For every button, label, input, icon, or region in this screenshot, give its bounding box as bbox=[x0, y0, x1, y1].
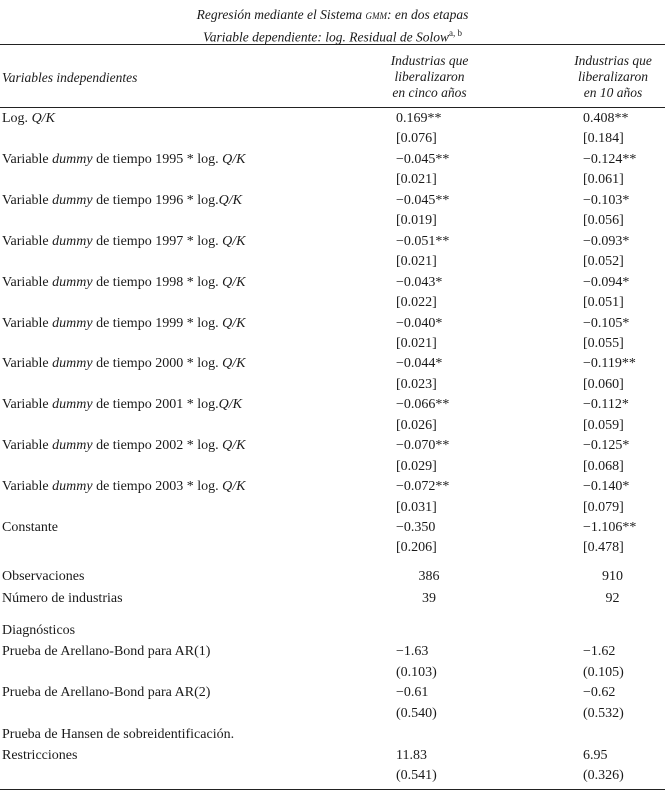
value-five-years: [0.029] bbox=[396, 458, 437, 474]
diagnostic-ten-years: (0.532) bbox=[583, 706, 624, 722]
diagnostic-label: Prueba de Hansen de sobreidentificación. bbox=[2, 726, 235, 742]
value-ten-years: −0.112* bbox=[583, 397, 629, 413]
value-five-years: [0.021] bbox=[396, 254, 437, 270]
stat-five-years: 39 bbox=[422, 591, 436, 606]
value-ten-years: −0.094* bbox=[583, 274, 630, 290]
value-ten-years: −0.093* bbox=[583, 233, 630, 249]
diagnostic-row bbox=[0, 663, 665, 683]
diagnostic-ten-years: −1.62 bbox=[583, 644, 616, 659]
row-label: Log. Q/K bbox=[2, 111, 55, 126]
value-ten-years: [0.055] bbox=[583, 335, 624, 351]
stat-label: Observaciones bbox=[2, 569, 85, 584]
row-label: Constante bbox=[2, 520, 58, 535]
value-five-years: −0.072** bbox=[396, 479, 450, 495]
std-error-row bbox=[0, 211, 665, 231]
value-ten-years: [0.068] bbox=[583, 458, 624, 474]
value-ten-years: [0.060] bbox=[583, 376, 624, 392]
row-label: Variable dummy de tiempo 2002 * log. Q/K bbox=[2, 438, 246, 454]
row-label: Variable dummy de tiempo 1997 * log. Q/K bbox=[2, 233, 246, 249]
row-label: Variable dummy de tiempo 1999 * log. Q/K bbox=[2, 315, 246, 331]
value-five-years: [0.019] bbox=[396, 213, 437, 229]
diagnostic-label: Prueba de Arellano-Bond para AR(2) bbox=[2, 685, 211, 701]
std-error-row bbox=[0, 252, 665, 272]
value-five-years: −0.070** bbox=[396, 438, 450, 454]
top-rule bbox=[0, 44, 665, 45]
diagnostic-five-years: 11.83 bbox=[396, 747, 427, 763]
coefficient-row bbox=[0, 314, 665, 334]
diagnostic-label: Prueba de Arellano-Bond para AR(1) bbox=[2, 644, 211, 659]
header-independent-variables: Variables independientes bbox=[2, 70, 138, 85]
diagnostic-five-years: (0.541) bbox=[396, 768, 437, 784]
diagnostics-label: Diagnósticos bbox=[2, 623, 76, 638]
stat-ten-years: 910 bbox=[602, 569, 623, 584]
bottom-rule bbox=[0, 789, 665, 790]
row-label: Variable dummy de tiempo 1996 * log.Q/K bbox=[2, 192, 242, 208]
value-five-years: −0.044* bbox=[396, 356, 443, 372]
value-ten-years: [0.061] bbox=[583, 172, 624, 188]
std-error-row bbox=[0, 457, 665, 477]
value-five-years: [0.026] bbox=[396, 417, 437, 433]
stat-row bbox=[0, 567, 665, 587]
value-ten-years: −0.140* bbox=[583, 479, 630, 495]
diagnostic-five-years: −0.61 bbox=[396, 685, 429, 701]
diagnostic-label: Restricciones bbox=[2, 747, 78, 763]
stat-row bbox=[0, 589, 665, 609]
value-five-years: [0.031] bbox=[396, 499, 437, 515]
row-label: Variable dummy de tiempo 2000 * log. Q/K bbox=[2, 356, 246, 372]
value-ten-years: [0.478] bbox=[583, 540, 624, 556]
caption-line-1: Regresión mediante el Sistema gmm: en dos etapas bbox=[196, 7, 469, 22]
value-ten-years: [0.184] bbox=[583, 131, 624, 147]
std-error-row bbox=[0, 538, 665, 558]
value-five-years: −0.045** bbox=[396, 192, 450, 208]
value-ten-years: −0.103* bbox=[583, 192, 630, 208]
coefficient-row bbox=[0, 395, 665, 415]
diagnostics-title bbox=[0, 621, 665, 641]
coefficient-row bbox=[0, 191, 665, 211]
std-error-row bbox=[0, 129, 665, 149]
diagnostic-row bbox=[0, 642, 665, 662]
coefficient-row bbox=[0, 232, 665, 252]
value-five-years: [0.023] bbox=[396, 376, 437, 392]
coefficient-row bbox=[0, 150, 665, 170]
row-label: Variable dummy de tiempo 1998 * log. Q/K bbox=[2, 274, 246, 290]
value-five-years: −0.066** bbox=[396, 397, 450, 413]
diagnostic-five-years: (0.103) bbox=[396, 664, 437, 680]
row-label: Variable dummy de tiempo 2003 * log. Q/K bbox=[2, 479, 246, 495]
std-error-row bbox=[0, 334, 665, 354]
std-error-row bbox=[0, 375, 665, 395]
diagnostic-row bbox=[0, 725, 665, 745]
value-ten-years: 0.408** bbox=[583, 111, 629, 126]
value-ten-years: [0.059] bbox=[583, 417, 624, 433]
stat-five-years: 386 bbox=[418, 569, 440, 584]
row-label: Variable dummy de tiempo 1995 * log. Q/K bbox=[2, 151, 246, 167]
value-ten-years: −0.105* bbox=[583, 315, 630, 331]
coefficient-row bbox=[0, 109, 665, 129]
diagnostic-five-years: (0.540) bbox=[396, 706, 437, 722]
diagnostic-ten-years: (0.326) bbox=[583, 768, 624, 784]
value-ten-years: [0.052] bbox=[583, 254, 624, 270]
row-label: Variable dummy de tiempo 2001 * log.Q/K bbox=[2, 397, 242, 413]
diagnostic-row bbox=[0, 704, 665, 724]
value-five-years: [0.076] bbox=[396, 131, 437, 147]
header-five-years: Industrias que liberalizaron en cinco años bbox=[390, 53, 469, 100]
value-five-years: −0.045** bbox=[396, 151, 450, 167]
value-ten-years: [0.051] bbox=[583, 295, 624, 311]
std-error-row bbox=[0, 416, 665, 436]
diagnostic-ten-years: −0.62 bbox=[583, 685, 616, 701]
header-ten-years: Industrias que liberalizaron en 10 años bbox=[574, 53, 652, 100]
diagnostic-ten-years: 6.95 bbox=[583, 747, 608, 763]
std-error-row bbox=[0, 498, 665, 518]
value-five-years: −0.051** bbox=[396, 233, 450, 249]
value-ten-years: −1.106** bbox=[583, 520, 637, 535]
caption-line-2: Variable dependiente: log. Residual de Solow$^{a, b}$ bbox=[203, 28, 462, 45]
gmm-abbrev: gmm bbox=[365, 7, 388, 22]
value-ten-years: −0.125* bbox=[583, 438, 630, 454]
coefficient-row bbox=[0, 354, 665, 374]
std-error-row bbox=[0, 293, 665, 313]
table-caption bbox=[0, 6, 665, 47]
std-error-row bbox=[0, 170, 665, 190]
stat-label: Número de industrias bbox=[2, 591, 123, 606]
diagnostic-row bbox=[0, 766, 665, 786]
value-five-years: −0.043* bbox=[396, 274, 443, 290]
value-five-years: [0.021] bbox=[396, 335, 437, 351]
diagnostic-ten-years: (0.105) bbox=[583, 664, 624, 680]
coefficient-row bbox=[0, 477, 665, 497]
value-five-years: [0.206] bbox=[396, 540, 437, 556]
diagnostic-row bbox=[0, 683, 665, 703]
header-rule bbox=[0, 107, 665, 108]
footnote-marks: a, b bbox=[448, 28, 462, 38]
coefficient-row bbox=[0, 436, 665, 456]
diagnostic-row bbox=[0, 746, 665, 766]
value-five-years: 0.169** bbox=[396, 111, 442, 126]
coefficient-row bbox=[0, 518, 665, 538]
value-ten-years: [0.056] bbox=[583, 213, 624, 229]
diagnostic-five-years: −1.63 bbox=[396, 644, 429, 659]
value-five-years: [0.022] bbox=[396, 295, 437, 311]
value-five-years: −0.350 bbox=[396, 520, 436, 535]
stat-ten-years: 92 bbox=[605, 591, 620, 606]
value-ten-years: [0.079] bbox=[583, 499, 624, 515]
value-ten-years: −0.119** bbox=[583, 356, 636, 372]
value-five-years: −0.040* bbox=[396, 315, 443, 331]
value-ten-years: −0.124** bbox=[583, 151, 637, 167]
value-five-years: [0.021] bbox=[396, 172, 437, 188]
coefficient-row bbox=[0, 273, 665, 293]
